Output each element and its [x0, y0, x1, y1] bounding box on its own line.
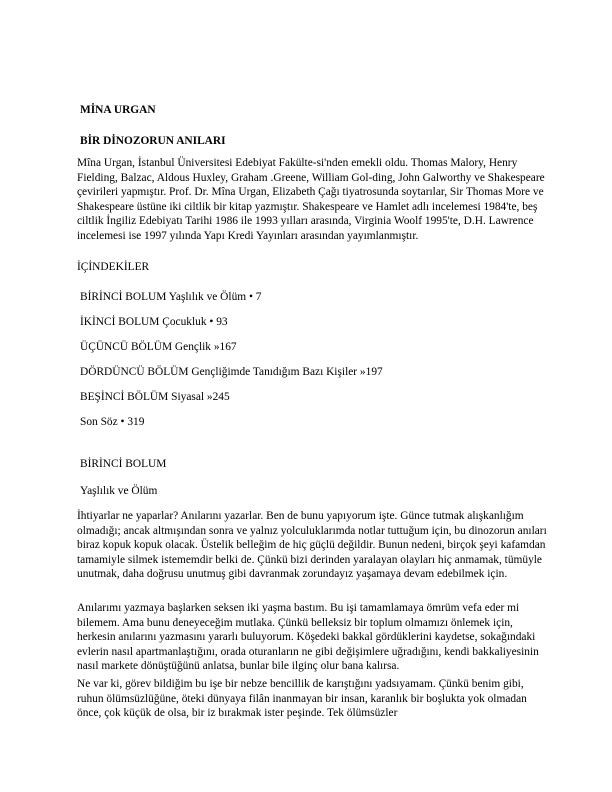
chapter-heading: BİRİNCİ BOLUM [80, 458, 167, 470]
toc-item: ÜÇÜNCÜ BÖLÜM Gençlik »167 [80, 341, 237, 353]
toc-item: Son Söz • 319 [80, 416, 145, 428]
book-title: BİR DİNOZORUN ANILARI [80, 135, 226, 147]
toc-item: İKİNCİ BOLUM Çocukluk • 93 [80, 316, 228, 328]
body-paragraph: Anılarımı yazmaya başlarken seksen iki yaşma bastım. Bu işi tamamlamaya ömrüm vefa eder mi bilemem. Ama bunu deneyeceğim mutlaka. Çünkü belleksiz bir toplum olmamızı önlemek için, herkesin anılarını yazmasını yararlı buluyorum. Köşedeki bakkal gördüklerini kaydetse, sokağındaki evlerin nasıl apartmanlaştığını, orada oturanların ne gibi değişimlere uğradığını, kendi bakkaliyesinin nasıl markete dönüştüğünü anlatsa, bunlar bile ilginç olur bana kalırsa. [77, 602, 539, 673]
toc-heading: İÇİNDEKİLER [77, 261, 150, 273]
author-bio: Mîna Urgan, İstanbul Üniversitesi Edebiyat Fakülte-si'nden emekli oldu. Thomas Malory, Henry Fielding, Balzac, Aldous Huxley, Graham .Greene, William Gol-ding, John Galworthy ve Shakespeare çevirileri yapmıştır. Prof. Dr. Mîna Urgan, Elizabeth Çağı tiyatrosunda soytarılar, Sir Thomas More ve Shakespeare üstüne iki ciltlik bir kitap yazmıştır. Shakespeare ve Hamlet adlı incelemesi 1984'te, beş ciltlik İngiliz Edebiyatı Tarihi 1986 ile 1993 yılları arasında, Virginia Woolf 1995'te, D.H. Lawrence incelemesi ise 1997 yılında Yapı Kredi Yayınları arasından yayımlanmıştır. [77, 157, 545, 242]
toc-item: BİRİNCİ BOLUM Yaşlılık ve Ölüm • 7 [80, 291, 262, 303]
chapter-subtitle: Yaşlılık ve Ölüm [80, 485, 158, 497]
body-paragraph: Ne var ki, görev bildiğim bu işe bir nebze bencillik de karıştığını yadsıyamam. Çünkü benim gibi, ruhun ölümsüzlüğüne, öteki dünyaya filân inanmayan bir insan, karanlık bir boşlukta yok olmadan önce, çok küçük de olsa, bir iz bırakmak ister peşinde. Tek ölümsüzler [77, 678, 527, 720]
toc-item: BEŞİNCİ BÖLÜM Siyasal »245 [80, 391, 230, 403]
toc-item: DÖRDÜNCÜ BÖLÜM Gençliğimde Tanıdığım Bazı Kişiler »197 [80, 366, 383, 378]
author-name: MİNA URGAN [80, 104, 156, 116]
body-paragraph: İhtiyarlar ne yaparlar? Anılarını yazarlar. Ben de bunu yapıyorum işte. Günce tutmak alışkanlığım olmadığı; ancak altmışından sonra ve yalnız yolculuklarımda notlar tuttuğum için, bu dinozorun anıları biraz kopuk kopuk olacak. Üstelik belleğim de hiç güçlü değildir. Bunun nedeni, birçok şeyi kafamdan tamamiyle silmek istememdir belki de. Çünkü bizi derinden yaralayan olayları hiç anmamak, tümüyle unutmak, daha doğrusu unutmuş gibi davranmak zorundayız yaşamaya devam edebilmek için. [77, 510, 547, 581]
